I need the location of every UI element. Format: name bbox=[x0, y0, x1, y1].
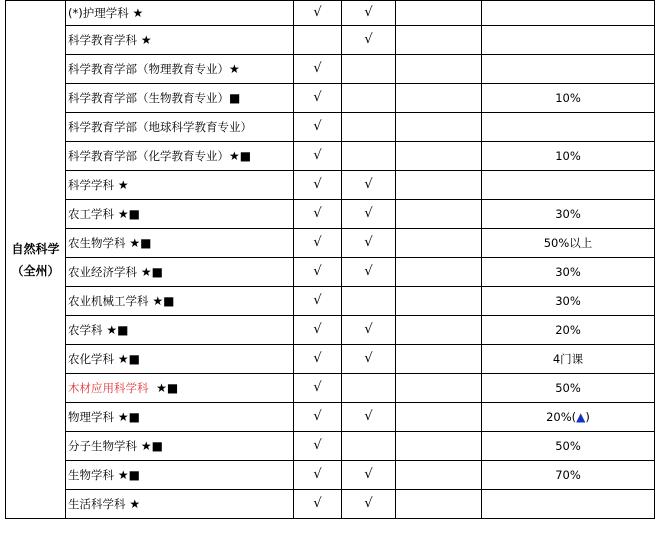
check-cell-1 bbox=[294, 26, 342, 55]
check-cell-2 bbox=[342, 84, 396, 113]
check-cell-3 bbox=[396, 258, 482, 287]
subject-name: 科学教育学科 bbox=[68, 33, 137, 47]
subject-symbols: ★■ bbox=[137, 265, 163, 279]
subject-symbols: ★ bbox=[229, 62, 240, 76]
note-text: 30% bbox=[555, 294, 581, 308]
table-row bbox=[6, 26, 655, 55]
check-cell-3 bbox=[396, 490, 482, 519]
subject-name: 科学教育学部（化学教育专业） bbox=[68, 149, 229, 163]
check-cell-3 bbox=[396, 113, 482, 142]
check-cell-3 bbox=[396, 403, 482, 432]
check-cell-3 bbox=[396, 461, 482, 490]
check-cell-3 bbox=[396, 26, 482, 55]
check-cell-2 bbox=[342, 113, 396, 142]
note-text: 10% bbox=[555, 91, 581, 105]
check-cell-2: √ bbox=[342, 461, 396, 490]
check-cell-2: √ bbox=[342, 258, 396, 287]
note-cell bbox=[482, 26, 655, 55]
subject-name-cell bbox=[66, 26, 294, 55]
note-text: 50% bbox=[555, 439, 581, 453]
subject-symbols: ★■ bbox=[114, 207, 140, 221]
check-cell-1: √ bbox=[294, 374, 342, 403]
table-row bbox=[6, 345, 655, 374]
subject-name: 农业经济学科 bbox=[68, 265, 137, 279]
subject-name: 分子生物学科 bbox=[68, 439, 137, 453]
check-cell-3 bbox=[396, 316, 482, 345]
check-cell-1: √ bbox=[294, 171, 342, 200]
check-cell-2 bbox=[342, 432, 396, 461]
subject-name: 生物学科 bbox=[68, 468, 114, 482]
check-cell-1: √ bbox=[294, 1, 342, 26]
check-cell-1: √ bbox=[294, 316, 342, 345]
subject-name-cell bbox=[66, 461, 294, 490]
note-cell bbox=[482, 142, 655, 171]
note-cell bbox=[482, 461, 655, 490]
note-cell bbox=[482, 374, 655, 403]
check-cell-2: √ bbox=[342, 345, 396, 374]
subject-name: 科学教育学部（物理教育专业） bbox=[68, 62, 229, 76]
subject-name-cell bbox=[66, 316, 294, 345]
check-cell-1: √ bbox=[294, 84, 342, 113]
check-cell-1: √ bbox=[294, 403, 342, 432]
note-text: 70% bbox=[555, 468, 581, 482]
subject-name-cell bbox=[66, 113, 294, 142]
check-cell-3 bbox=[396, 345, 482, 374]
subject-symbols: ★■ bbox=[137, 439, 163, 453]
check-cell-1: √ bbox=[294, 345, 342, 374]
check-cell-2 bbox=[342, 55, 396, 84]
check-cell-1: √ bbox=[294, 432, 342, 461]
subject-symbols: ★■ bbox=[125, 236, 152, 250]
note-cell bbox=[482, 1, 655, 26]
subject-name-cell bbox=[66, 287, 294, 316]
check-cell-1: √ bbox=[294, 258, 342, 287]
check-cell-2: √ bbox=[342, 490, 396, 519]
subject-name: 科学教育学部（地球科学教育专业） bbox=[68, 120, 252, 134]
check-cell-3 bbox=[396, 432, 482, 461]
subject-symbols: ★■ bbox=[114, 410, 140, 424]
note-text-end: ) bbox=[585, 410, 590, 424]
subject-name-cell bbox=[66, 142, 294, 171]
check-cell-1: √ bbox=[294, 55, 342, 84]
note-text: 4门课 bbox=[552, 352, 584, 366]
table-row bbox=[6, 84, 655, 113]
subject-symbols: ★■ bbox=[229, 149, 252, 163]
check-cell-2 bbox=[342, 287, 396, 316]
check-cell-3 bbox=[396, 200, 482, 229]
note-text: 50% bbox=[555, 381, 581, 395]
subject-symbols: ★ bbox=[114, 178, 129, 192]
table-row bbox=[6, 374, 655, 403]
subject-name: 农生物学科 bbox=[68, 236, 126, 250]
table-row bbox=[6, 171, 655, 200]
check-cell-2: √ bbox=[342, 1, 396, 26]
note-text: 10% bbox=[555, 149, 581, 163]
note-cell bbox=[482, 113, 655, 142]
subject-name-cell bbox=[66, 490, 294, 519]
subject-symbols: ★ bbox=[128, 6, 144, 20]
check-cell-3 bbox=[396, 287, 482, 316]
category-name: 自然科学 bbox=[11, 241, 60, 256]
check-cell-2 bbox=[342, 142, 396, 171]
check-cell-3 bbox=[396, 171, 482, 200]
note-cell bbox=[482, 200, 655, 229]
subject-name: 农学科 bbox=[68, 323, 103, 337]
check-cell-3 bbox=[396, 84, 482, 113]
note-cell bbox=[482, 229, 655, 258]
check-cell-3 bbox=[396, 229, 482, 258]
table-row bbox=[6, 432, 655, 461]
table-row bbox=[6, 287, 655, 316]
subject-name-cell bbox=[66, 345, 294, 374]
subject-name-cell bbox=[66, 403, 294, 432]
check-cell-3 bbox=[396, 1, 482, 26]
table-row bbox=[6, 316, 655, 345]
check-cell-2: √ bbox=[342, 200, 396, 229]
note-cell bbox=[482, 84, 655, 113]
check-cell-1: √ bbox=[294, 142, 342, 171]
table-row bbox=[6, 403, 655, 432]
note-text: 30% bbox=[555, 207, 581, 221]
check-cell-3 bbox=[396, 142, 482, 171]
table-row bbox=[6, 55, 655, 84]
note-cell bbox=[482, 258, 655, 287]
table-row bbox=[6, 142, 655, 171]
subject-symbols: ★■ bbox=[102, 323, 129, 337]
check-cell-2: √ bbox=[342, 26, 396, 55]
subject-name: 木材应用科学科 bbox=[68, 381, 149, 395]
check-cell-1: √ bbox=[294, 229, 342, 258]
subject-name-cell bbox=[66, 171, 294, 200]
table-body bbox=[6, 1, 655, 519]
note-text: 20%( bbox=[546, 410, 577, 424]
subject-symbols: ★■ bbox=[148, 294, 175, 308]
subject-symbols: ★ bbox=[137, 33, 152, 47]
note-text: 30% bbox=[555, 265, 581, 279]
subject-symbols: ★■ bbox=[148, 381, 179, 395]
check-cell-1: √ bbox=[294, 113, 342, 142]
check-cell-1: √ bbox=[294, 461, 342, 490]
subject-name: 科学教育学部（生物教育专业） bbox=[68, 91, 229, 105]
subject-name: 科学学科 bbox=[68, 178, 114, 192]
subject-name: 物理学科 bbox=[68, 410, 114, 424]
category-region: （全州） bbox=[11, 263, 60, 278]
note-cell bbox=[482, 432, 655, 461]
check-cell-2 bbox=[342, 374, 396, 403]
category-cell bbox=[6, 1, 66, 519]
check-cell-1: √ bbox=[294, 200, 342, 229]
check-cell-2: √ bbox=[342, 403, 396, 432]
subject-name: 生活科学科 bbox=[68, 497, 126, 511]
subject-name: (*)护理学科 bbox=[68, 6, 129, 20]
subject-symbols: ■ bbox=[229, 91, 241, 105]
subject-name-cell bbox=[66, 200, 294, 229]
check-cell-1: √ bbox=[294, 287, 342, 316]
note-cell bbox=[482, 490, 655, 519]
triangle-up-icon: ▲ bbox=[576, 410, 586, 424]
subject-name-cell bbox=[66, 1, 294, 26]
table-row bbox=[6, 113, 655, 142]
note-cell bbox=[482, 287, 655, 316]
table-row bbox=[6, 229, 655, 258]
subject-name-cell bbox=[66, 374, 294, 403]
subject-name-cell bbox=[66, 55, 294, 84]
check-cell-3 bbox=[396, 374, 482, 403]
table-row bbox=[6, 200, 655, 229]
table-row bbox=[6, 258, 655, 287]
check-cell-2: √ bbox=[342, 171, 396, 200]
check-cell-2: √ bbox=[342, 229, 396, 258]
note-text: 20% bbox=[555, 323, 581, 337]
subject-name: 农业机械工学科 bbox=[68, 294, 149, 308]
subject-symbols: ★■ bbox=[114, 468, 140, 482]
subject-table bbox=[5, 0, 655, 519]
subject-symbols: ★■ bbox=[114, 352, 140, 366]
subject-name-cell bbox=[66, 432, 294, 461]
check-cell-1: √ bbox=[294, 490, 342, 519]
check-cell-3 bbox=[396, 55, 482, 84]
subject-name: 农工学科 bbox=[68, 207, 114, 221]
note-cell bbox=[482, 55, 655, 84]
subject-name-cell bbox=[66, 258, 294, 287]
check-cell-2: √ bbox=[342, 316, 396, 345]
table-row bbox=[6, 461, 655, 490]
note-cell bbox=[482, 171, 655, 200]
subject-name-cell bbox=[66, 229, 294, 258]
document-table-wrapper bbox=[5, 0, 655, 519]
table-row bbox=[6, 490, 655, 519]
subject-symbols: ★ bbox=[125, 497, 141, 511]
note-cell bbox=[482, 316, 655, 345]
subject-name: 农化学科 bbox=[68, 352, 114, 366]
note-cell bbox=[482, 345, 655, 374]
subject-name-cell bbox=[66, 84, 294, 113]
note-cell bbox=[482, 403, 655, 432]
note-text: 50%以上 bbox=[543, 236, 593, 250]
table-row bbox=[6, 1, 655, 26]
